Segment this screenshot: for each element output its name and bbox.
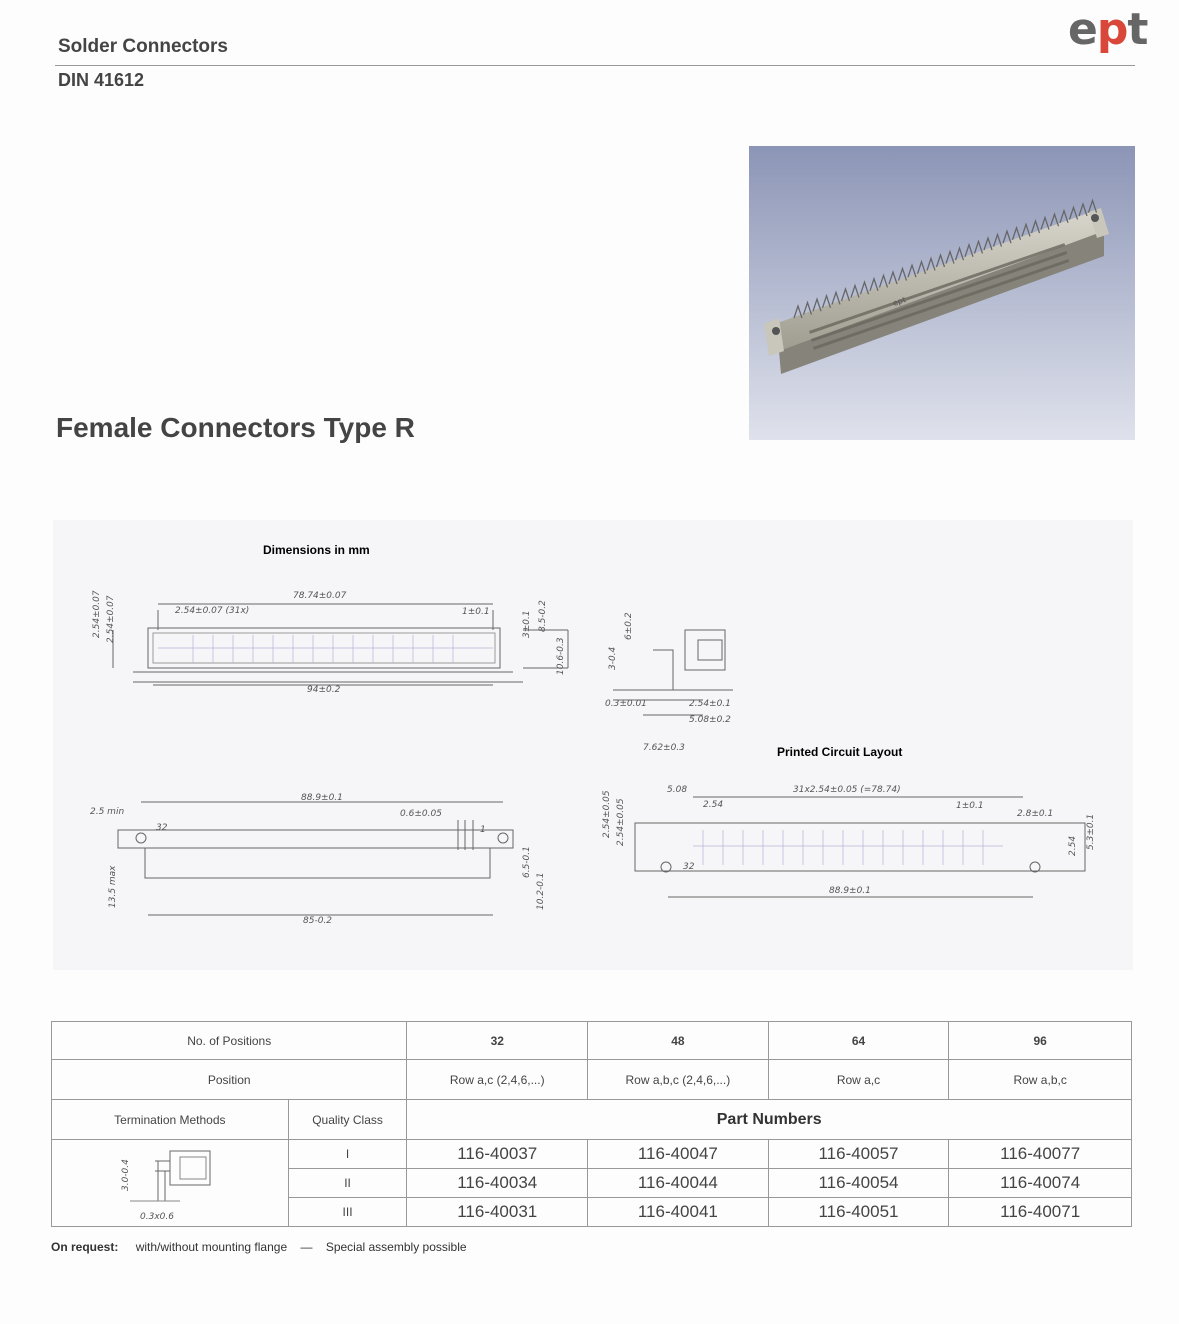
part-number: 116-40044 (588, 1169, 769, 1198)
dim-label: 88.9±0.1 (301, 793, 343, 803)
dim-label: 6±0.2 (624, 612, 634, 640)
svg-text:ept: ept (891, 295, 908, 308)
footnote-text: Special assembly possible (325, 1240, 467, 1254)
dim-label: 2.8±0.1 (1017, 809, 1054, 819)
positions-header: No. of Positions (52, 1022, 407, 1060)
part-number: 116-40057 (768, 1140, 949, 1169)
part-number: 116-40071 (949, 1198, 1132, 1227)
bottom-view-drawing (118, 802, 513, 915)
quality-class: I (288, 1140, 407, 1169)
dim-label: 2.54±0.07 (92, 590, 102, 638)
dim-label: 5.08 (667, 785, 688, 795)
positions-value: 32 (407, 1022, 588, 1060)
footnote-separator: — (300, 1240, 313, 1254)
dim-label: 7.62±0.3 (643, 743, 685, 753)
dim-label: 3.0-0.4 (120, 1158, 131, 1191)
dim-label: 13.5 max (108, 865, 118, 908)
dim-label: 8.5-0.2 (538, 600, 548, 632)
dim-label: 5.3±0.1 (1086, 813, 1096, 850)
positions-value: 48 (588, 1022, 769, 1060)
section-subtitle: DIN 41612 (58, 70, 145, 90)
footnote-label: On request: (51, 1240, 119, 1254)
dim-label: 2.54 (1068, 835, 1078, 856)
dim-label: 10.6-0.3 (556, 637, 566, 675)
part-number: 116-40037 (407, 1140, 588, 1169)
footnote-text: with/without mounting flange (135, 1240, 288, 1254)
part-number: 116-40047 (588, 1140, 769, 1169)
part-number: 116-40034 (407, 1169, 588, 1198)
positions-value: 64 (768, 1022, 949, 1060)
dim-label: 1±0.1 (462, 607, 490, 617)
dim-label: 2.54±0.05 (602, 790, 612, 838)
part-number: 116-40051 (768, 1198, 949, 1227)
dim-label: 3±0.1 (522, 610, 532, 638)
page-title: Female Connectors Type R (56, 412, 415, 443)
dim-label: 32 (156, 823, 168, 833)
part-number: 116-40077 (949, 1140, 1132, 1169)
part-number: 116-40031 (407, 1198, 588, 1227)
row-config: Row a,b,c (949, 1060, 1132, 1100)
quality-class: II (288, 1169, 407, 1198)
dim-label: 6.5-0.1 (522, 846, 532, 878)
termination-drawing (52, 1140, 289, 1227)
dim-label: 31x2.54±0.05 (=78.74) (793, 785, 901, 795)
position-header: Position (52, 1060, 407, 1100)
dim-label: 2.54±0.1 (689, 699, 731, 709)
header-rule (55, 65, 1135, 66)
row-config: Row a,c (2,4,6,...) (407, 1060, 588, 1100)
dim-label: 94±0.2 (307, 685, 341, 695)
part-number: 116-40074 (949, 1169, 1132, 1198)
dim-label: 2.54±0.07 (106, 595, 116, 643)
ept-logo: ept (1068, 4, 1148, 55)
dim-label: 1±0.1 (956, 801, 984, 811)
front-view-drawing (113, 604, 568, 685)
termination-header: Termination Methods (52, 1100, 289, 1140)
part-number-table (51, 1021, 1132, 1227)
part-numbers-header: Part Numbers (407, 1100, 1132, 1140)
dim-label: 10.2-0.1 (536, 872, 546, 910)
connector-photo (749, 146, 1135, 440)
section-title: Solder Connectors (58, 36, 228, 57)
dimensions-caption: Dimensions in mm (263, 543, 370, 557)
part-number: 116-40041 (588, 1198, 769, 1227)
quality-header: Quality Class (288, 1100, 407, 1140)
dim-label: 32 (683, 862, 695, 872)
dim-label: 0.3x0.6 (139, 1211, 174, 1222)
dim-label: 3-0.4 (608, 646, 618, 670)
dim-label: 0.6±0.05 (400, 809, 442, 819)
technical-drawing-panel (53, 520, 1133, 970)
dim-label: 2.54±0.05 (616, 798, 626, 846)
dim-label: 2.54 (703, 800, 724, 810)
footnote (51, 1240, 467, 1254)
dim-label: 5.08±0.2 (689, 715, 731, 725)
dim-label: 85-0.2 (303, 916, 333, 926)
dim-label: 0.3±0.01 (605, 699, 647, 709)
positions-value: 96 (949, 1022, 1132, 1060)
dim-label: 2.5 min (90, 807, 125, 817)
quality-class: III (288, 1198, 407, 1227)
dim-label: 2.54±0.07 (31x) (175, 606, 250, 616)
pcb-caption: Printed Circuit Layout (777, 745, 903, 759)
dim-label: 78.74±0.07 (293, 591, 347, 601)
part-number: 116-40054 (768, 1169, 949, 1198)
dim-label: 1 (480, 825, 486, 835)
dim-label: 88.9±0.1 (829, 886, 871, 896)
row-config: Row a,c (768, 1060, 949, 1100)
row-config: Row a,b,c (2,4,6,...) (588, 1060, 769, 1100)
